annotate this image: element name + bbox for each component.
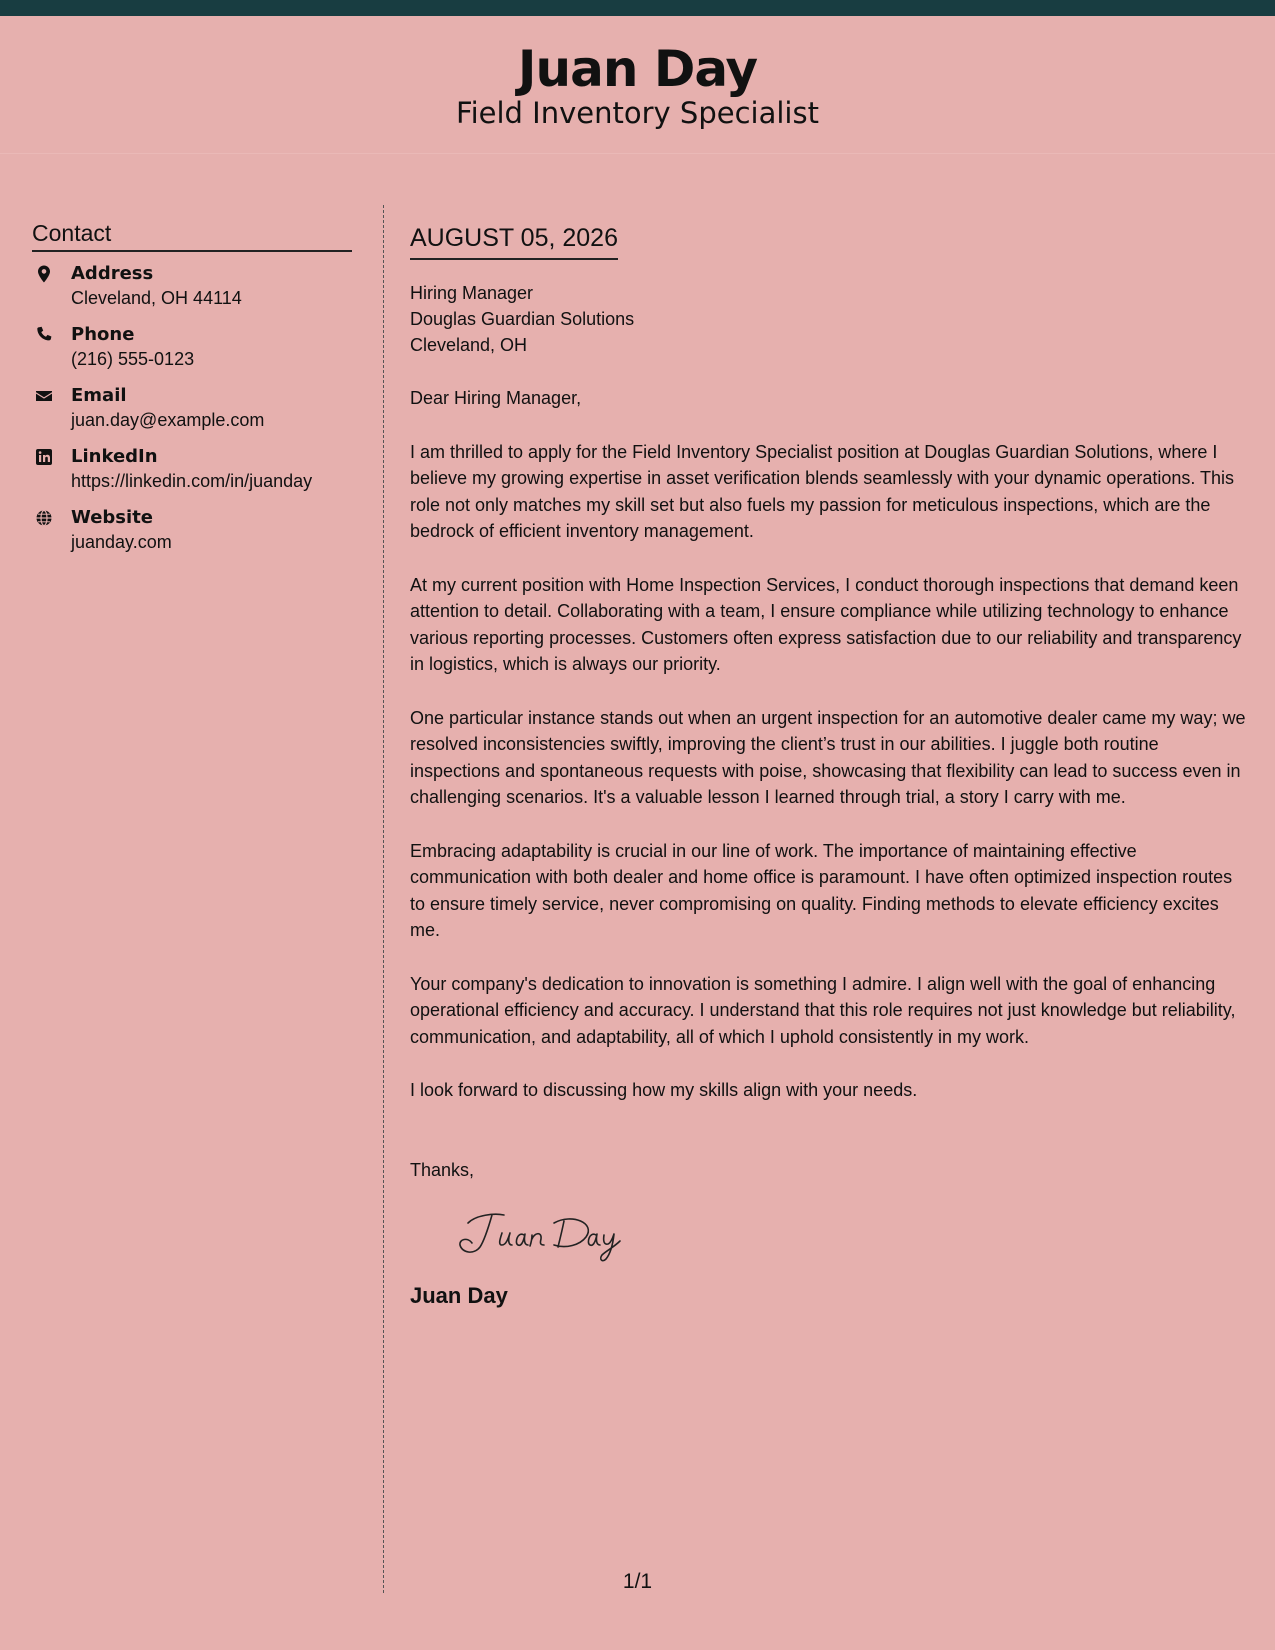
- phone-label: Phone: [71, 324, 135, 345]
- page-header: [0, 16, 1275, 154]
- globe-icon: [34, 508, 54, 528]
- paragraph: One particular instance stands out when an urgent inspection for an automotive dealer came my way; we resolved inconsistencies swiftly, improving the client’s trust in our abilities. I juggle both routine inspections and spontaneous requests with poise, showcasing that flexibility can lead to success even in challenging scenarios. It's a valuable lesson I learned through trial, a story I carry with me.: [410, 707, 1246, 807]
- letter-body: [410, 222, 1250, 1310]
- page-number: 1/1: [622, 1570, 653, 1593]
- paragraph: Your company's dedication to innovation is something I admire. I align well with the goal of enhancing operational efficiency and accuracy. I understand that this role requires not just knowledge but reliability, communication, and adaptability, all of which I uphold consistently in my work.: [410, 973, 1236, 1047]
- paragraph: Embracing adaptability is crucial in our line of work. The importance of maintaining effective communication with both dealer and home office is paramount. I have often optimized inspection routes to ensure timely service, never compromising on quality. Finding methods to elevate efficiency excites me.: [410, 840, 1233, 940]
- map-pin-icon: [34, 264, 54, 284]
- top-accent-bar: [0, 0, 1275, 16]
- salutation: Dear Hiring Manager,: [410, 388, 582, 408]
- contact-phone: [32, 323, 352, 371]
- paragraph: I look forward to discussing how my skills align with your needs.: [410, 1080, 918, 1100]
- closing: Thanks,: [410, 1159, 475, 1180]
- contact-heading: Contact: [32, 220, 352, 252]
- contact-email: [32, 384, 352, 432]
- website-label: Website: [71, 507, 154, 528]
- applicant-role: Field Inventory Specialist: [456, 96, 819, 130]
- linkedin-icon: [34, 447, 54, 467]
- envelope-icon: [34, 386, 54, 406]
- recipient-title: Hiring Manager: [410, 283, 534, 303]
- recipient-location: Cleveland, OH: [410, 335, 528, 355]
- contact-website: [32, 506, 352, 554]
- contact-linkedin: [32, 445, 352, 493]
- column-divider: [383, 205, 384, 1593]
- phone-value: (216) 555-0123: [71, 349, 195, 369]
- handwritten-signature: [454, 1201, 1250, 1271]
- signature-drawing: [454, 1201, 634, 1271]
- recipient-block: [410, 280, 1250, 358]
- email-label: Email: [71, 385, 127, 406]
- address-label: Address: [71, 263, 154, 284]
- website-value: juanday.com: [71, 532, 172, 552]
- paragraph: At my current position with Home Inspection Services, I conduct thorough inspections that demand keen attention to detail. Collaborating with a team, I ensure compliance while utilizing technology to enhance various reporting processes. Customers often express satisfaction due to our reliability and transparency in logistics, which is always our priority.: [410, 574, 1242, 674]
- paragraph: I am thrilled to apply for the Field Inventory Specialist position at Douglas Guardian Solutions, where I believe my growing expertise in asset verification blends seamlessly with your dynamic operations. This role not only matches my skill set but also fuels my passion for meticulous inspections, which are the bedrock of efficient inventory management.: [410, 441, 1235, 541]
- address-value: Cleveland, OH 44114: [71, 288, 242, 308]
- phone-icon: [34, 325, 54, 345]
- applicant-name: Juan Day: [517, 40, 758, 98]
- recipient-company: Douglas Guardian Solutions: [410, 309, 635, 329]
- linkedin-value: https://linkedin.com/in/juanday: [71, 471, 313, 491]
- linkedin-label: LinkedIn: [71, 446, 158, 467]
- email-value: juan.day@example.com: [71, 410, 265, 430]
- signer-name: Juan Day: [410, 1283, 508, 1308]
- letter-date: AUGUST 05, 2026: [410, 222, 618, 260]
- contact-sidebar: [32, 220, 352, 567]
- contact-address: [32, 262, 352, 310]
